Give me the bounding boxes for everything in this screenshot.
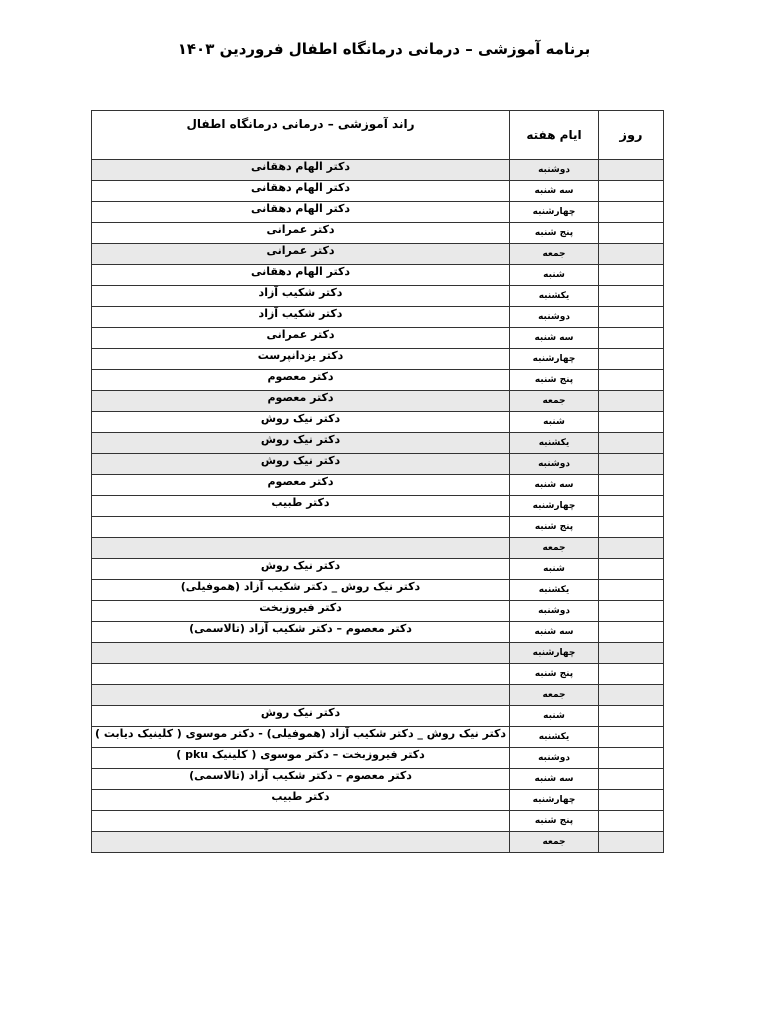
doctor-cell: دکتر معصوم – دکتر شکیب آزاد (تالاسمی) xyxy=(92,769,510,790)
table-row xyxy=(92,580,664,601)
doctor-cell: دکتر نیک روش xyxy=(92,559,510,580)
day-cell xyxy=(599,202,664,223)
column-header-weekday: ایام هفته xyxy=(510,111,599,160)
table-row xyxy=(92,769,664,790)
day-cell xyxy=(599,727,664,748)
table-row xyxy=(92,181,664,202)
doctor-cell: دکتر نیک روش _ دکتر شکیب آزاد (هموفیلی) xyxy=(92,580,510,601)
table-row xyxy=(92,790,664,811)
day-cell xyxy=(599,181,664,202)
table-row xyxy=(92,286,664,307)
table-row xyxy=(92,748,664,769)
table-row xyxy=(92,391,664,412)
table-row xyxy=(92,538,664,559)
table-row xyxy=(92,202,664,223)
doctor-cell: دکتر الهام دهقانی xyxy=(92,160,510,181)
day-cell xyxy=(599,391,664,412)
day-cell xyxy=(599,832,664,853)
day-cell xyxy=(599,244,664,265)
table-row xyxy=(92,706,664,727)
weekday-cell: جمعه xyxy=(510,538,599,559)
table-row xyxy=(92,517,664,538)
table-row xyxy=(92,412,664,433)
table-row xyxy=(92,622,664,643)
weekday-cell: شنبه xyxy=(510,559,599,580)
weekday-cell: پنج شنبه xyxy=(510,517,599,538)
doctor-cell: دکتر الهام دهقانی xyxy=(92,181,510,202)
doctor-cell: دکتر نیک روش _ دکتر شکیب آزاد (هموفیلی) - دکتر موسوی ( کلینیک دیابت ) xyxy=(92,727,510,748)
table-row xyxy=(92,811,664,832)
weekday-cell: سه شنبه xyxy=(510,769,599,790)
table-row xyxy=(92,685,664,706)
day-cell xyxy=(599,475,664,496)
table-row xyxy=(92,454,664,475)
day-cell xyxy=(599,265,664,286)
table-row xyxy=(92,370,664,391)
day-cell xyxy=(599,412,664,433)
table-row xyxy=(92,832,664,853)
day-cell xyxy=(599,433,664,454)
doctor-cell xyxy=(92,664,510,685)
day-cell xyxy=(599,517,664,538)
table-row xyxy=(92,349,664,370)
doctor-cell: دکتر فیروزبخت – دکتر موسوی ( کلینیک pku ) xyxy=(92,748,510,769)
doctor-cell: دکتر طبیب xyxy=(92,790,510,811)
doctor-cell: دکتر عمرانی xyxy=(92,223,510,244)
day-cell xyxy=(599,328,664,349)
weekday-cell: پنج شنبه xyxy=(510,811,599,832)
weekday-cell: دوشنبه xyxy=(510,307,599,328)
table-header-row xyxy=(92,111,664,160)
weekday-cell: شنبه xyxy=(510,706,599,727)
table-row xyxy=(92,643,664,664)
weekday-cell: پنج شنبه xyxy=(510,664,599,685)
doctor-cell xyxy=(92,685,510,706)
doctor-cell: دکتر فیروزبخت xyxy=(92,601,510,622)
table-row xyxy=(92,559,664,580)
doctor-cell: دکتر معصوم xyxy=(92,391,510,412)
doctor-cell: دکتر معصوم – دکتر شکیب آزاد (تالاسمی) xyxy=(92,622,510,643)
table-row xyxy=(92,475,664,496)
doctor-cell: دکتر معصوم xyxy=(92,370,510,391)
day-cell xyxy=(599,223,664,244)
day-cell xyxy=(599,769,664,790)
day-cell xyxy=(599,454,664,475)
weekday-cell: سه شنبه xyxy=(510,328,599,349)
weekday-cell: یکشنبه xyxy=(510,433,599,454)
doctor-cell: دکتر عمرانی xyxy=(92,328,510,349)
weekday-cell: سه شنبه xyxy=(510,475,599,496)
day-cell xyxy=(599,790,664,811)
weekday-cell: جمعه xyxy=(510,685,599,706)
table-row xyxy=(92,433,664,454)
day-cell xyxy=(599,349,664,370)
doctor-cell: دکتر نیک روش xyxy=(92,433,510,454)
weekday-cell: چهارشنبه xyxy=(510,496,599,517)
weekday-cell: جمعه xyxy=(510,244,599,265)
table-row xyxy=(92,328,664,349)
doctor-cell xyxy=(92,517,510,538)
weekday-cell: شنبه xyxy=(510,412,599,433)
column-header-day: روز xyxy=(599,111,664,160)
day-cell xyxy=(599,685,664,706)
weekday-cell: جمعه xyxy=(510,391,599,412)
weekday-cell: سه شنبه xyxy=(510,181,599,202)
table-row xyxy=(92,601,664,622)
day-cell xyxy=(599,811,664,832)
day-cell xyxy=(599,286,664,307)
doctor-cell: دکتر نیک روش xyxy=(92,706,510,727)
weekday-cell: یکشنبه xyxy=(510,580,599,601)
table-row xyxy=(92,160,664,181)
day-cell xyxy=(599,580,664,601)
weekday-cell: سه شنبه xyxy=(510,622,599,643)
page-title: برنامه آموزشی – درمانی درمانگاه اطفال فروردین ۱۴۰۳ xyxy=(177,40,591,58)
day-cell xyxy=(599,307,664,328)
doctor-cell: دکتر معصوم xyxy=(92,475,510,496)
doctor-cell: دکتر یزدانپرست xyxy=(92,349,510,370)
day-cell xyxy=(599,643,664,664)
table-row xyxy=(92,664,664,685)
table-row xyxy=(92,265,664,286)
doctor-cell: دکتر الهام دهقانی xyxy=(92,202,510,223)
weekday-cell: پنج شنبه xyxy=(510,223,599,244)
weekday-cell: جمعه xyxy=(510,832,599,853)
weekday-cell: دوشنبه xyxy=(510,454,599,475)
column-header-round: راند آموزشی – درمانی درمانگاه اطفال xyxy=(92,111,510,160)
day-cell xyxy=(599,370,664,391)
schedule-table xyxy=(91,110,664,853)
day-cell xyxy=(599,496,664,517)
doctor-cell xyxy=(92,832,510,853)
weekday-cell: یکشنبه xyxy=(510,286,599,307)
weekday-cell: چهارشنبه xyxy=(510,643,599,664)
doctor-cell: دکتر عمرانی xyxy=(92,244,510,265)
doctor-cell: دکتر نیک روش xyxy=(92,412,510,433)
weekday-cell: شنبه xyxy=(510,265,599,286)
weekday-cell: چهارشنبه xyxy=(510,202,599,223)
weekday-cell: دوشنبه xyxy=(510,748,599,769)
day-cell xyxy=(599,664,664,685)
day-cell xyxy=(599,748,664,769)
weekday-cell: چهارشنبه xyxy=(510,790,599,811)
weekday-cell: دوشنبه xyxy=(510,601,599,622)
doctor-cell: دکتر نیک روش xyxy=(92,454,510,475)
doctor-cell xyxy=(92,538,510,559)
table-row xyxy=(92,307,664,328)
table-row xyxy=(92,223,664,244)
doctor-cell: دکتر طبیب xyxy=(92,496,510,517)
table-row xyxy=(92,727,664,748)
doctor-cell: دکتر شکیب آزاد xyxy=(92,286,510,307)
weekday-cell: پنج شنبه xyxy=(510,370,599,391)
doctor-cell: دکتر شکیب آزاد xyxy=(92,307,510,328)
weekday-cell: دوشنبه xyxy=(510,160,599,181)
weekday-cell: یکشنبه xyxy=(510,727,599,748)
schedule-body xyxy=(92,160,664,853)
doctor-cell: دکتر الهام دهقانی xyxy=(92,265,510,286)
day-cell xyxy=(599,559,664,580)
doctor-cell xyxy=(92,643,510,664)
day-cell xyxy=(599,160,664,181)
day-cell xyxy=(599,622,664,643)
day-cell xyxy=(599,601,664,622)
day-cell xyxy=(599,538,664,559)
day-cell xyxy=(599,706,664,727)
table-row xyxy=(92,244,664,265)
table-row xyxy=(92,496,664,517)
weekday-cell: چهارشنبه xyxy=(510,349,599,370)
doctor-cell xyxy=(92,811,510,832)
